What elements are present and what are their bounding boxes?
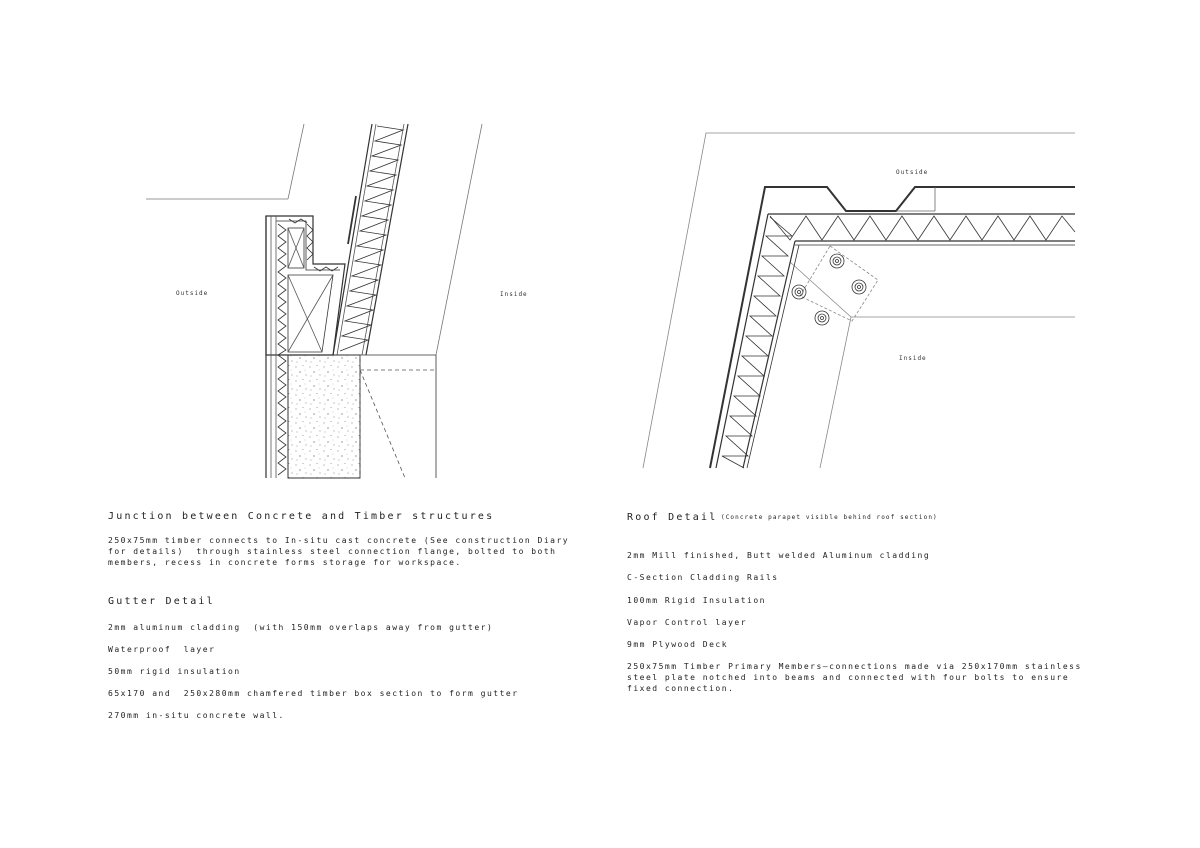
gutter-item-2: Waterproof layer [108,645,216,654]
concrete-parapet-outline [643,133,1075,468]
gutter-item-3: 50mm rigid insulation [108,667,241,676]
junction-section-drawing [146,124,482,478]
roof-detail-subtitle: (Concrete parapet visible behind roof section) [721,514,938,521]
left-outside-label: Outside [176,290,209,297]
roof-item-3: 100mm Rigid Insulation [627,596,766,605]
steel-connection-plate [792,246,878,325]
junction-title: Junction between Concrete and Timber structures [108,511,495,522]
roof-item-6-line-3: fixed connection. [627,684,735,693]
roof-item-1: 2mm Mill finished, Butt welded Aluminum cladding [627,551,931,560]
roof-item-4: Vapor Control layer [627,618,748,627]
wall-insulation-zigzag [722,217,792,468]
bolt-icon [815,311,829,325]
bolt-icon [830,254,844,268]
roof-item-5: 9mm Plywood Deck [627,640,729,649]
gutter-item-1: 2mm aluminum cladding (with 150mm overlaps away from gutter) [108,623,494,632]
inclined-timber-rafter [333,124,408,355]
roof-section-drawing [643,133,1075,468]
gutter-item-5: 270mm in-situ concrete wall. [108,711,285,720]
roof-item-6-line-1: 250x75mm Timber Primary Members—connections made via 250x170mm stainless [627,662,1082,671]
left-inside-label: Inside [500,291,528,298]
junction-description-line-1: 250x75mm timber connects to In-situ cast concrete (See construction Diary [108,536,570,545]
right-inside-label: Inside [899,355,927,362]
gutter-detail-title: Gutter Detail [108,596,215,607]
junction-description-line-2: for details) through stainless steel connection flange, bolted to both [108,547,557,556]
right-outside-label: Outside [896,169,929,176]
gutter-item-4: 65x170 and 250x280mm chamfered timber box section to form gutter [108,689,519,698]
junction-description-line-3: members, recess in concrete forms storage for workspace. [108,558,462,567]
bolt-icon [792,285,806,299]
roof-item-2: C-Section Cladding Rails [627,573,779,582]
gutter-box-section [266,216,345,355]
roof-insulation-zigzag [770,216,1075,240]
bolt-icon [852,280,866,294]
roof-item-6-line-2: steel plate notched into beams and connected with four bolts to ensure [627,673,1070,682]
roof-detail-title: Roof Detail [627,512,718,523]
